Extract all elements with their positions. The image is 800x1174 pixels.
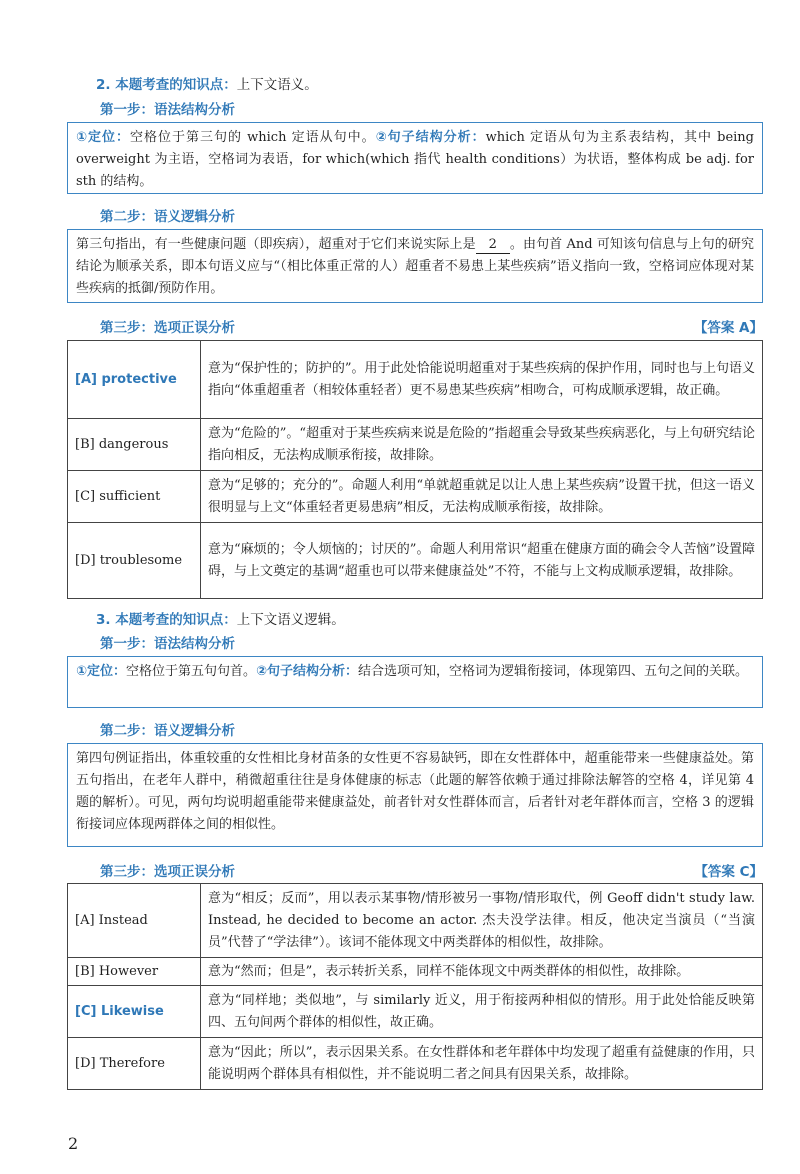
q3-answer: 【答案 C】: [694, 864, 763, 880]
q2-step3-heading: 第三步：选项正误分析: [100, 320, 235, 336]
page-number: 2: [68, 1134, 79, 1153]
q2-structure-label: ②句子结构分析：: [375, 130, 486, 145]
q2-grammar-box: [67, 122, 763, 194]
q3-option-a-explanation: 意为“相反；反而”，用以表示某事物/情形被另一事物/情形取代，例 Geoff didn't study law. Instead, he decided to become an actor. 杰夫没学法律。相反，他决定当演员（“当演员”代替了“学法律”）。该词不能体现文中两类群体的相似性，故排除。: [201, 884, 763, 958]
q2-title-rest: 上下文语义。: [236, 77, 318, 93]
q3-option-a: [A] Instead: [68, 884, 201, 958]
q2-semantic-text-a: 第三句指出，有一些健康问题（即疾病），超重对于它们来说实际上是: [76, 237, 476, 252]
q3-semantic-box: 第四句例证指出，体重较重的女性相比身材苗条的女性更不容易缺钙，即在女性群体中，超重能带来一些健康益处。第五句指出，在老年人群中，稍微超重往往是身体健康的标志（此题的解答依赖于通过排除法解答的空格 4，详见第 4 题的解析）。可见，两句均说明超重能带来健康益处，前者针对女性群体而言，后者针对老年群体而言，空格 3 的逻辑衔接词应体现两群体之间的相似性。: [67, 743, 763, 847]
q2-option-d-explanation: 意为“麻烦的；令人烦恼的；讨厌的”。命题人利用常识“超重在健康方面的确会令人苦恼”设置障碍，与上文奠定的基调“超重也可以带来健康益处”不符，不能与上文构成顺承逻辑，故排除。: [201, 523, 763, 599]
table-row: [68, 419, 763, 471]
q2-option-a: [A] protective: [68, 341, 201, 419]
q2-semantic-box: [67, 229, 763, 303]
q2-option-d: [D] troublesome: [68, 523, 201, 599]
q3-grammar-box: [67, 656, 763, 708]
q2-title-num: 2. 本题考查的知识点：: [96, 77, 237, 93]
q2-semantic-text-b: 。由句首 And 可知该句信息与上句的研究结论为顺承关系，即本句语义应与“（相比体重正常的人）超重者不易患上某些疾病”语义指向一致，空格词应体现对某些疾病的抵御/预防作用。: [76, 237, 754, 296]
q3-option-d: [D] Therefore: [68, 1038, 201, 1090]
q3-structure-text: 结合选项可知，空格词为逻辑衔接词，体现第四、五句之间的关联。: [358, 664, 749, 679]
table-row: [68, 471, 763, 523]
table-row: [68, 986, 763, 1038]
table-row: [68, 1038, 763, 1090]
q3-step3-heading: 第三步：选项正误分析: [100, 864, 235, 880]
q2-option-a-explanation: 意为“保护性的；防护的”。用于此处恰能说明超重对于某些疾病的保护作用，同时也与上句语义指向“体重超重者（相较体重轻者）更不易患某些疾病”相吻合，可构成顺承逻辑，故正确。: [201, 341, 763, 419]
q3-options-table: [67, 883, 763, 1090]
table-row: [68, 341, 763, 419]
q3-title-num: 3. 本题考查的知识点：: [96, 612, 237, 628]
q3-option-b-explanation: 意为“然而；但是”，表示转折关系，同样不能体现文中两类群体的相似性，故排除。: [201, 958, 763, 986]
q2-option-b-explanation: 意为“危险的”。“超重对于某些疾病来说是危险的”指超重会导致某些疾病恶化，与上句研究结论指向相反，无法构成顺承衔接，故排除。: [201, 419, 763, 471]
q2-structure-text: which 定语从句为主系表结构，其中 being overweight 为主语，空格词为表语，for which(which 指代 health conditions）为状语，整体构成 be adj. for sth 的结构。: [76, 130, 754, 189]
q3-step1-heading: 第一步：语法结构分析: [100, 636, 235, 652]
q3-option-b: [B] However: [68, 958, 201, 986]
q3-step2-heading: 第二步：语义逻辑分析: [100, 723, 235, 739]
q2-option-c: [C] sufficient: [68, 471, 201, 523]
q2-options-table: [67, 340, 763, 599]
q3-structure-label: ②句子结构分析：: [256, 664, 359, 679]
q2-answer: 【答案 A】: [693, 320, 763, 336]
q2-step1-heading: 第一步：语法结构分析: [100, 102, 235, 118]
table-row: [68, 523, 763, 599]
q3-option-c: [C] Likewise: [68, 986, 201, 1038]
q3-title: [96, 608, 345, 628]
q3-locate-text: 空格位于第五句句首。: [126, 664, 257, 679]
table-row: [68, 884, 763, 958]
table-row: [68, 958, 763, 986]
q2-locate-label: ①定位：: [76, 130, 131, 145]
q2-option-c-explanation: 意为“足够的；充分的”。命题人利用“单就超重就足以让人患上某些疾病”设置干扰，但这一语义很明显与上文“体重轻者更易患病”相反，无法构成顺承衔接，故排除。: [201, 471, 763, 523]
q2-blank-number: 2: [476, 236, 510, 254]
q3-option-d-explanation: 意为“因此；所以”，表示因果关系。在女性群体和老年群体中均发现了超重有益健康的作用，只能说明两个群体具有相似性，并不能说明二者之间具有因果关系，故排除。: [201, 1038, 763, 1090]
q3-option-c-explanation: 意为“同样地；类似地”，与 similarly 近义，用于衔接两种相似的情形。用于此处恰能反映第四、五句间两个群体的相似性，故正确。: [201, 986, 763, 1038]
q3-title-rest: 上下文语义逻辑。: [236, 612, 345, 628]
q2-option-b: [B] dangerous: [68, 419, 201, 471]
q2-locate-text: 空格位于第三句的 which 定语从句中。: [130, 130, 376, 145]
q3-locate-label: ①定位：: [76, 664, 127, 679]
q2-title: [96, 73, 318, 93]
q2-step2-heading: 第二步：语义逻辑分析: [100, 209, 235, 225]
